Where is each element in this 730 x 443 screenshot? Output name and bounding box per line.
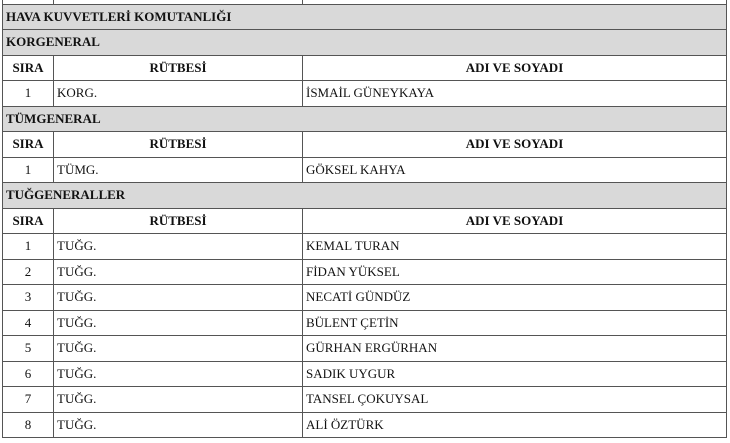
- row-number: 2: [3, 259, 54, 285]
- header-ad: ADI VE SOYADI: [303, 132, 727, 158]
- row-name: KEMAL TURAN: [303, 234, 727, 260]
- row-number: 6: [3, 361, 54, 387]
- row-name: GÜRHAN ERGÜRHAN: [303, 336, 727, 362]
- row-rank: TUĞG.: [54, 361, 303, 387]
- row-number: 7: [3, 387, 54, 413]
- row-name: BÜLENT ÇETİN: [303, 310, 727, 336]
- table-title: HAVA KUVVETLERİ KOMUTANLIĞI: [3, 4, 727, 30]
- header-ad: ADI VE SOYADI: [303, 55, 727, 81]
- row-name: NECATİ GÜNDÜZ: [303, 285, 727, 311]
- header-row: [3, 132, 727, 158]
- section-row: [3, 30, 727, 56]
- table-row: [3, 387, 727, 413]
- row-rank: TUĞG.: [54, 234, 303, 260]
- header-row: [3, 208, 727, 234]
- header-rutbe: RÜTBESİ: [54, 55, 303, 81]
- row-name: TANSEL ÇOKUYSAL: [303, 387, 727, 413]
- header-ad: ADI VE SOYADI: [303, 208, 727, 234]
- section-row: [3, 183, 727, 209]
- table-row: [3, 285, 727, 311]
- row-name: SADIK UYGUR: [303, 361, 727, 387]
- row-number: 8: [3, 412, 54, 438]
- row-number: 1: [3, 81, 54, 107]
- table-row: [3, 81, 727, 107]
- table-row: [3, 361, 727, 387]
- header-rutbe: RÜTBESİ: [54, 208, 303, 234]
- row-number: 1: [3, 157, 54, 183]
- section-title: TÜMGENERAL: [3, 106, 727, 132]
- row-rank: TUĞG.: [54, 336, 303, 362]
- row-number: 4: [3, 310, 54, 336]
- row-name: İSMAİL GÜNEYKAYA: [303, 81, 727, 107]
- header-sira: SIRA: [3, 132, 54, 158]
- section-title: TUĞGENERALLER: [3, 183, 727, 209]
- table-row: [3, 234, 727, 260]
- row-rank: KORG.: [54, 81, 303, 107]
- header-sira: SIRA: [3, 208, 54, 234]
- table-row: [3, 157, 727, 183]
- row-rank: TUĞG.: [54, 412, 303, 438]
- row-number: 3: [3, 285, 54, 311]
- row-name: GÖKSEL KAHYA: [303, 157, 727, 183]
- row-rank: TUĞG.: [54, 387, 303, 413]
- section-title: KORGENERAL: [3, 30, 727, 56]
- row-rank: TÜMG.: [54, 157, 303, 183]
- row-name: FİDAN YÜKSEL: [303, 259, 727, 285]
- row-rank: TUĞG.: [54, 310, 303, 336]
- table-title-row: [3, 4, 727, 30]
- table-row: [3, 412, 727, 438]
- table-row: [3, 310, 727, 336]
- header-sira: SIRA: [3, 55, 54, 81]
- header-row: [3, 55, 727, 81]
- row-number: 5: [3, 336, 54, 362]
- section-row: [3, 106, 727, 132]
- row-rank: TUĞG.: [54, 259, 303, 285]
- row-number: 1: [3, 234, 54, 260]
- header-rutbe: RÜTBESİ: [54, 132, 303, 158]
- table-row: [3, 259, 727, 285]
- generals-table: [2, 0, 727, 438]
- row-name: ALİ ÖZTÜRK: [303, 412, 727, 438]
- table-row: [3, 336, 727, 362]
- row-rank: TUĞG.: [54, 285, 303, 311]
